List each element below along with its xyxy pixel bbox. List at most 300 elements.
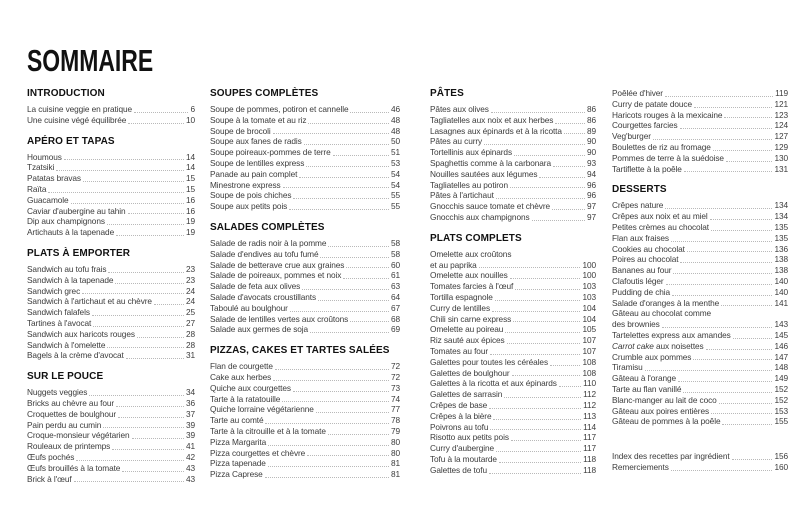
recipe-title: Tagliatelles au potiron [430,179,508,190]
dot-leader [564,133,585,134]
dot-leader [103,427,184,428]
recipe-title: Gâteau de pommes à la poêle [612,416,721,427]
page-number: 55 [390,190,400,201]
dot-leader [282,401,389,402]
recipe-title: Artichauts à la tapenade [27,227,115,238]
page-number: 53 [390,157,400,168]
page-number: 61 [390,270,400,281]
dot-leader [154,304,184,305]
page-number: 117 [583,443,596,454]
page-number: 28 [185,328,195,339]
dot-leader [678,381,772,382]
toc-entry [210,383,400,394]
recipe-title: Gnocchis sauce tomate et chèvre [430,201,551,212]
dot-leader [76,460,184,461]
recipe-title: Galettes de tofu [430,464,487,475]
page-number: 43 [185,462,195,473]
recipe-title: Blanc-manger au lait de coco [612,394,717,405]
toc-entry [430,136,596,147]
recipe-title: des brownies [612,319,660,330]
dot-leader [118,417,184,418]
recipe-title: Cake aux herbes [210,371,272,382]
toc-entry [27,329,195,340]
recipe-title: Omelette aux nouilles [430,270,508,281]
recipe-title: Soupe à la tomate et au riz [210,114,307,125]
dot-leader [693,359,772,360]
toc-entry [612,395,788,406]
page-number: 152 [774,394,788,405]
dot-leader [505,332,580,333]
toc-entry [430,281,596,292]
toc-section [612,451,788,473]
recipe-title: Galettes à la ricotta et aux épinards [430,378,557,389]
dot-leader [515,289,580,290]
dot-leader [128,123,184,124]
dot-leader [134,112,188,113]
recipe-title: Flan aux fraises [612,232,669,243]
toc-entry [430,389,596,400]
toc-entry-first-line: Omelette aux croûtons [430,248,512,259]
toc-entry [210,437,400,448]
page-number: 143 [774,319,788,330]
dot-leader [719,403,773,404]
recipe-title: Nouilles sautées aux légumes [430,168,538,179]
page-number: 97 [586,211,596,222]
recipe-title: Curry de lentilles [430,302,490,313]
recipe-title: Caviar d'aubergine au tahin [27,205,126,216]
dot-leader [671,470,773,471]
toc-entry [210,361,400,372]
toc-entry [612,330,788,341]
page-number: 16 [185,194,195,205]
toc-entry [430,346,596,357]
recipe-title: Sandwich à l'omelette [27,339,106,350]
dot-leader [310,332,389,333]
toc-entry [210,260,400,271]
page-number: 60 [390,259,400,270]
page-title: SOMMAIRE [27,42,154,78]
recipe-title: Bagels à la crème d'avocat [27,350,124,361]
section-heading: SUR LE POUCE [27,371,104,383]
page-number: 114 [583,421,596,432]
toc-entry [210,270,400,281]
page-number: 28 [185,339,195,350]
toc-entry [430,314,596,325]
recipe-title: Galettes de boulghour [430,367,510,378]
toc-section [612,184,788,427]
page-number: 54 [390,179,400,190]
recipe-title: Pâtes au curry [430,136,483,147]
page-number: 23 [185,274,195,285]
toc-entry [27,420,195,431]
toc-entry [612,319,788,330]
recipe-title: Crêpes nature [612,200,664,211]
toc-entry [210,249,400,260]
toc-entry [430,454,596,465]
dot-leader [645,370,773,371]
dot-leader [328,434,389,435]
toc-entry [430,169,596,180]
recipe-title: Houmous [27,151,62,162]
recipe-title: Œufs pochés [27,451,75,462]
toc-entry [210,169,400,180]
dot-leader [665,208,772,209]
recipe-title: Nuggets veggies [27,387,88,398]
dot-leader [711,230,772,231]
dot-leader [293,391,389,392]
page-number: 100 [582,259,596,270]
dot-leader [308,123,389,124]
dot-leader [346,267,389,268]
page-number: 108 [582,356,596,367]
toc-entry [612,200,788,211]
page-number: 25 [185,307,195,318]
recipe-title: Poivrons au tofu [430,421,489,432]
recipe-title: Croque-monsieur végétarien [27,430,130,441]
recipe-title: Quiche lorraine végétarienne [210,404,314,415]
recipe-title: Croquettes de boulghour [27,408,117,419]
toc-entry [210,372,400,383]
recipe-title: Gnocchis aux champignons [430,211,530,222]
recipe-title: Bananes au four [612,265,672,276]
recipe-title: Tofu à la moutarde [430,453,497,464]
recipe-title: Haricots rouges à la mexicaine [612,109,723,120]
dot-leader [132,438,184,439]
page-number: 81 [390,458,400,469]
dot-leader [92,315,184,316]
dot-leader [492,311,580,312]
toc-entry [612,362,788,373]
dot-leader [71,203,184,204]
section-heading: INTRODUCTION [27,88,105,99]
toc-entry [210,136,400,147]
dot-leader [112,449,184,450]
dot-leader [555,123,585,124]
toc-entry [430,368,596,379]
page-number: 34 [185,387,195,398]
recipe-title: Riz sauté aux épices [430,335,505,346]
page-number: 77 [390,404,400,415]
dot-leader [726,161,773,162]
recipe-title: Guacamole [27,194,69,205]
toc-entry [430,411,596,422]
dot-leader [89,395,184,396]
dot-leader [56,170,184,171]
toc-entry [210,147,400,158]
dot-leader [732,459,773,460]
page-number: 41 [185,441,195,452]
page-number: 39 [185,430,195,441]
toc-entry [430,115,596,126]
dot-leader [290,311,389,312]
dot-leader [662,327,773,328]
toc-entry [210,180,400,191]
toc-entry [612,164,788,175]
recipe-title: Sandwich au tofu frais [27,263,107,274]
dot-leader [137,337,184,338]
page-number: 160 [774,461,788,472]
toc-section [27,248,195,361]
dot-leader [268,466,389,467]
toc-entry [430,465,596,476]
dot-leader [115,283,184,284]
toc-entry [27,115,195,126]
dot-leader [490,354,580,355]
recipe-title: Tiramisu [612,362,643,373]
page-number: 105 [582,324,596,335]
recipe-title: Soupe de pois chiches [210,190,292,201]
toc-entry [612,142,788,153]
page-number: 94 [586,168,596,179]
dot-leader [511,440,581,441]
page-number: 104 [582,302,596,313]
dot-leader [64,159,184,160]
page-number: 97 [586,201,596,212]
page-number: 112 [583,389,596,400]
dot-leader [122,471,184,472]
toc-entry [210,448,400,459]
recipe-title: Tartines à l'avocat [27,317,92,328]
toc-entry [612,222,788,233]
dot-leader [724,117,772,118]
toc-entry [612,233,788,244]
page-number: 155 [774,416,788,427]
recipe-title: Crêpes aux noix et au miel [612,211,708,222]
toc-entry [210,404,400,415]
dot-leader [706,349,773,350]
dot-leader [299,177,389,178]
toc-entry [210,158,400,169]
recipe-title: Salade de radis noir à la pomme [210,237,327,248]
toc-entry [430,422,596,433]
page-number: 54 [390,168,400,179]
toc-entry [210,115,400,126]
page-number: 117 [583,432,596,443]
toc-entry [210,426,400,437]
recipe-title: Tortilla espagnole [430,291,493,302]
dot-leader [722,424,772,425]
toc-section [210,88,400,212]
toc-entry [27,430,195,441]
page-number: 93 [586,157,596,168]
dot-leader [307,455,389,456]
recipe-title: Tarte au comté [210,415,264,426]
toc-entry [210,314,400,325]
dot-leader [490,429,581,430]
page-number: 69 [390,324,400,335]
recipe-title: Tzatsiki [27,162,55,173]
recipe-title: Omelette au poireau [430,324,504,335]
page-number: 153 [774,405,788,416]
page-number: 118 [583,464,596,475]
recipe-title: Cookies au chocolat [612,243,685,254]
recipe-title: Salade aux germes de soja [210,324,309,335]
toc-entry [27,195,195,206]
page-number: 50 [390,136,400,147]
recipe-title: Bricks au chèvre au four [27,397,115,408]
recipe-title: La cuisine veggie en pratique [27,104,133,114]
page-number: 58 [390,248,400,259]
toc-entry [210,324,400,335]
dot-leader [512,375,581,376]
recipe-title: Lasagnes aux épinards et à la ricotta [430,125,562,136]
recipe-title: Spaghettis comme à la carbonara [430,157,551,168]
page-number: 27 [185,317,195,328]
recipe-title: Tartelettes express aux amandes [612,329,731,340]
dot-leader [306,166,389,167]
page-number: 73 [390,382,400,393]
dot-leader [496,198,585,199]
section-heading: DESSERTS [612,184,667,196]
toc-entry [27,286,195,297]
toc-entry [612,120,788,131]
recipe-title: Tortellinis aux épinards [430,147,512,158]
recipe-title: Tartiflette à la poêle [612,163,682,174]
recipe-title: Gâteau aux poires entières [612,405,710,416]
recipe-title: Courgettes farcies [612,120,678,131]
page-number: 118 [583,453,596,464]
recipe-title: et au paprika [430,259,477,270]
recipe-title: Poêlée d'hiver [612,88,663,98]
recipe-title: Clafoutis léger [612,275,664,286]
page-number: 141 [774,297,788,308]
dot-leader [665,96,773,97]
page-number: 89 [586,125,596,136]
recipe-title: Crêpes de base [430,399,488,410]
page-number: 55 [390,201,400,212]
toc-entry [27,104,195,115]
page-number: 134 [774,211,788,222]
dot-leader [510,278,581,279]
toc-entry [430,357,596,368]
page-number: 104 [582,313,596,324]
dot-leader [273,380,389,381]
page-number: 39 [185,419,195,430]
recipe-title: Tomates farcies à l'œuf [430,281,514,292]
toc-entry [430,400,596,411]
dot-leader [710,219,773,220]
toc-entry [430,180,596,191]
recipe-title: Tarte à la citrouille et à la tomate [210,425,326,436]
page-number: 19 [185,227,195,238]
dot-leader [275,369,389,370]
toc-entry [612,88,788,99]
recipe-title: Soupe de lentilles express [210,157,305,168]
dot-leader [265,477,389,478]
toc-entry [27,264,195,275]
toc-entry [612,298,788,309]
page-number: 156 [774,451,788,462]
toc-entry [27,350,195,361]
page-number: 112 [583,399,596,410]
page-number: 146 [774,340,788,351]
recipe-title: Index des recettes par ingrédient [612,451,730,462]
dot-leader [74,481,184,482]
recipe-title: Pâtes à l'artichaut [430,190,494,201]
toc-entry [430,212,596,223]
page-number: 79 [390,425,400,436]
recipe-title: Salade de lentilles vertes aux croûtons [210,313,349,324]
recipe-title: Minestrone express [210,179,281,190]
recipe-title: Poires au chocolat [612,254,679,265]
recipe-title: Curry de patate douce [612,98,692,109]
dot-leader [489,408,581,409]
recipe-title: Salade de poireaux, pommes et noix [210,270,342,281]
toc-entry [27,409,195,420]
page-number: 152 [774,383,788,394]
page-number: 19 [185,216,195,227]
recipe-title: Curry d'aubergine [430,443,494,454]
toc-section [210,222,400,335]
toc-entry [27,184,195,195]
toc-entry [430,104,596,115]
dot-leader [268,445,389,446]
section-heading: APÉRO ET TAPAS [27,135,115,147]
toc-entry [430,126,596,137]
toc-entry [27,387,195,398]
page-number: 46 [390,104,400,114]
page-number: 24 [185,285,195,296]
toc-entry [612,153,788,164]
recipe-title: Une cuisine végé équilibrée [27,114,127,125]
page-number: 42 [185,451,195,462]
dot-leader [283,187,389,188]
dot-leader [507,343,581,344]
toc-entry [210,238,400,249]
dot-leader [711,413,772,414]
dot-leader [499,462,581,463]
page-number: 140 [774,286,788,297]
toc-entry [27,227,195,238]
dot-leader [671,241,772,242]
dot-leader [673,273,772,274]
toc-entry [612,99,788,110]
toc-entry [612,373,788,384]
toc-entry [430,378,596,389]
page-number: 135 [774,232,788,243]
page-number: 134 [774,200,788,211]
toc-entry [430,201,596,212]
toc-entry [27,318,195,329]
dot-leader [82,293,184,294]
toc-entry [210,469,400,480]
dot-leader [495,300,581,301]
toc-entry [210,104,400,115]
toc-column [210,88,400,480]
dot-leader [107,224,184,225]
page-number: 90 [586,136,596,147]
section-heading: PÂTES [430,88,464,99]
page-number: 96 [586,179,596,190]
recipe-title: Œufs brouillés à la tomate [27,462,121,473]
toc-entry [210,415,400,426]
toc-entry [27,452,195,463]
recipe-title: Crêpes à la bière [430,410,492,421]
toc-entry [612,211,788,222]
dot-leader [683,392,772,393]
page-number: 63 [390,281,400,292]
page-number: 113 [583,410,596,421]
recipe-title: Brick à l'œuf [27,473,72,484]
page-number: 145 [774,329,788,340]
toc-entry [430,158,596,169]
recipe-title: Flan de courgette [210,361,273,372]
toc-entry [27,474,195,485]
recipe-title: Raïta [27,183,47,194]
page-number: 100 [582,270,596,281]
dot-leader [126,358,184,359]
recipe-title: Chili sin carne express [430,313,512,324]
